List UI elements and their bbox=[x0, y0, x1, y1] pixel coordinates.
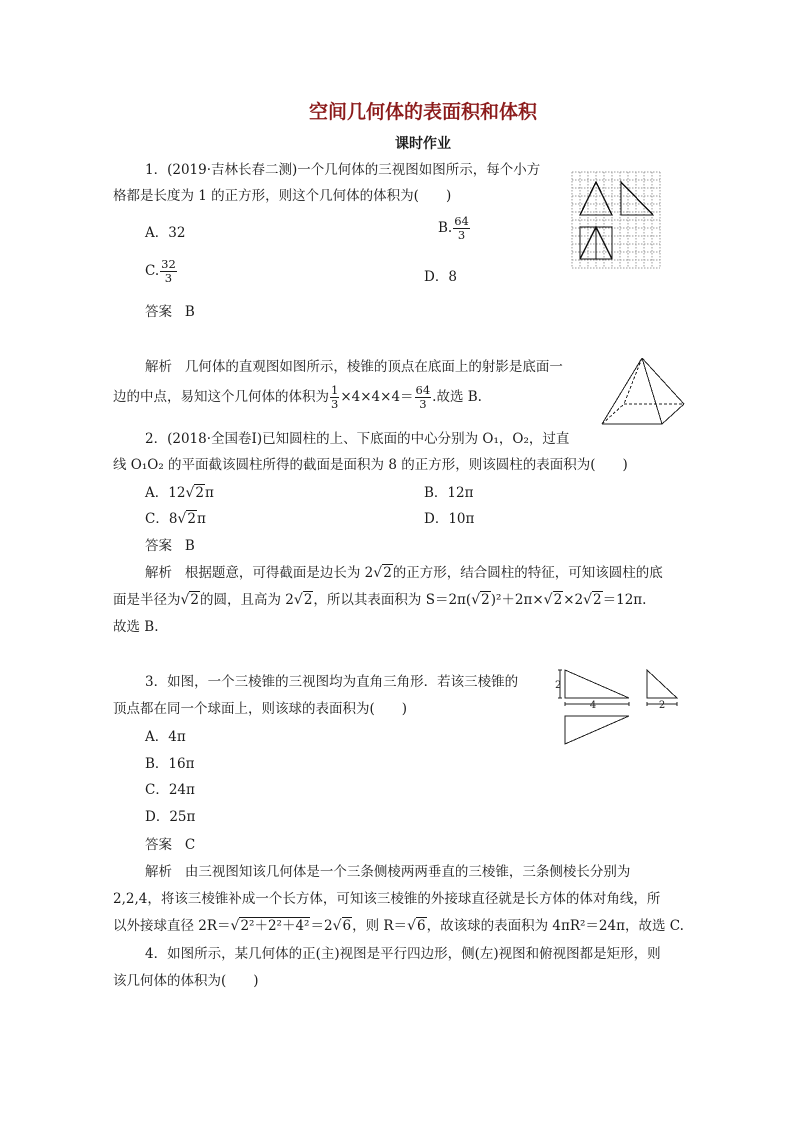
q3-line1: 3．如图，一个三棱锥的三视图均为直角三角形．若该三棱锥的 bbox=[145, 674, 519, 690]
q1-analysis-line2: 边的中点，易知这个几何体的体积为 $\frac{1}{3}$ ×4×4×4＝ $\frac{64}{3}$ .故选 B. bbox=[113, 383, 482, 411]
q1-pyramid-figure bbox=[598, 354, 688, 430]
q3-three-view-figure bbox=[555, 664, 685, 750]
q2-analysis-line3: 故选 B. bbox=[113, 619, 159, 635]
q2-option-d: D．10π bbox=[424, 511, 475, 527]
q2-line2: 线 O₁O₂ 的平面截该圆柱所得的截面是面积为 8 的正方形，则该圆柱的表面积为( ) bbox=[113, 457, 628, 473]
q1-analysis-line1: 解析 几何体的直观图如图所示，棱锥的顶点在底面上的射影是底面一 bbox=[145, 359, 563, 375]
q3-analysis-line2: 2,2,4，将该三棱锥补成一个长方体，可知该三棱锥的外接球直径就是长方体的体对角线，所 bbox=[113, 891, 661, 907]
q2-analysis-line1: 解析 根据题意，可得截面是边长为 2√2的正方形，结合圆柱的特征，可知该圆柱的底 bbox=[145, 565, 663, 581]
q4-line2: 该几何体的体积为( ) bbox=[113, 973, 259, 989]
q3-option-b: B．16π bbox=[145, 756, 195, 772]
q2-option-c: C．8√2π bbox=[145, 511, 206, 527]
q2-line1: 2．(2018·全国卷Ⅰ)已知圆柱的上、下底面的中心分别为 O₁，O₂，过直 bbox=[145, 431, 570, 447]
q3-fig-label-height: 2 bbox=[555, 680, 562, 691]
q3-option-d: D．25π bbox=[145, 809, 196, 825]
q2-option-b: B．12π bbox=[424, 485, 474, 501]
q1-option-c: C. $\frac{32}{3}$ bbox=[145, 257, 176, 285]
q1-line1: 1．(2019·吉林长春二测)一个几何体的三视图如图所示，每个小方 bbox=[145, 162, 541, 178]
q3-fig-label-length: 4 bbox=[589, 700, 597, 711]
q4-line1: 4．如图所示，某几何体的正(主)视图是平行四边形，侧(左)视图和俯视图都是矩形，则 bbox=[145, 946, 661, 962]
q1-option-a: A．32 bbox=[145, 225, 186, 241]
q2-answer: 答案 B bbox=[145, 538, 195, 554]
q3-analysis-line3: 以外接球直径 2R＝√2²＋2²＋4²＝2√6，则 R＝√6，故该球的表面积为 4πR²＝24π，故选 C. bbox=[113, 918, 684, 934]
q1-option-d: D．8 bbox=[424, 269, 457, 285]
q1-three-view-figure bbox=[571, 170, 661, 270]
q3-line2: 顶点都在同一个球面上，则该球的表面积为( ) bbox=[113, 701, 408, 717]
page-subtitle: 课时作业 bbox=[395, 136, 451, 152]
q1-line2: 格都是长度为 1 的正方形，则这个几何体的体积为( ) bbox=[113, 188, 452, 204]
q3-fig-label-width: 2 bbox=[658, 700, 666, 711]
q2-option-a: A．12√2π bbox=[145, 485, 214, 501]
q1-answer: 答案 B bbox=[145, 304, 195, 320]
q1-option-b: B. $\frac{64}{3}$ bbox=[438, 214, 469, 242]
q3-option-c: C．24π bbox=[145, 782, 195, 798]
q2-analysis-line2: 面是半径为√2的圆，且高为 2√2，所以其表面积为 S＝2π(√2)²＋2π×√2×2√2＝12π. bbox=[113, 592, 647, 608]
q3-option-a: A．4π bbox=[145, 729, 186, 745]
page-title: 空间几何体的表面积和体积 bbox=[309, 101, 538, 123]
q3-analysis-line1: 解析 由三视图知该几何体是一个三条侧棱两两垂直的三棱锥，三条侧棱长分别为 bbox=[145, 864, 631, 880]
q3-answer: 答案 C bbox=[145, 837, 196, 853]
